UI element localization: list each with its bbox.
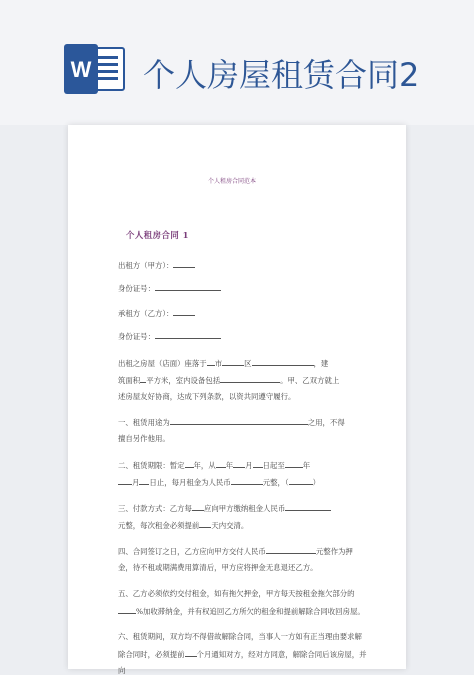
blank [220,375,280,383]
blank [192,503,204,511]
text: 区 [244,359,252,368]
clause-1-line1 [118,417,345,427]
text: 元整，（ [262,478,289,487]
blank [155,283,221,291]
text: 天内交清。 [211,521,249,530]
blank [185,649,197,657]
clause-1-line2: 擅自另作他用。 [118,434,170,443]
clause-5-line2 [118,606,365,616]
text: ） [312,478,320,487]
blank [233,460,245,468]
clause-6-line3 [118,666,125,675]
lessor-field [118,260,195,270]
blank [139,477,149,485]
text: 年 [302,461,311,470]
text: 日止，每月租金为人民币 [149,478,231,487]
text: 年 [225,461,234,470]
text: 应向甲方缴纳租金人民币 [203,504,286,513]
word-icon [64,44,128,94]
blank [222,358,244,366]
clause-6-line1: 六、租赁期间，双方均不得借故解除合同，当事人一方如有正当理由要求解 [118,632,362,641]
clause-5-line1: 五、乙方必须依约交付租金，如有拖欠押金，甲方每天按租金拖欠部分的 [118,589,355,598]
blank [216,460,226,468]
text: 四、合同签订之日，乙方应向甲方交付人民币 [118,547,266,556]
text: 三、付款方式：乙方每 [118,504,192,513]
blank [231,477,263,485]
text: 年，从 [193,461,216,470]
lessee-id-label: 身份证号： [118,332,155,341]
contract-title: 个人租房合同 1 [126,230,189,240]
page-title: 个人房屋租赁合同2 [143,56,420,94]
text: 出租之房屋（店面）座落于 [118,359,207,368]
text: 元整，每次租金必须提前 [118,521,200,530]
text: 二、租赁期限：暂定 [118,461,185,470]
clause-3-line1 [118,503,331,513]
text: ，建 [313,359,329,368]
blank [199,520,211,528]
blank [173,260,195,268]
text: %加收滞纳金，并有权追回乙方所欠的租金和提前解除合同收回房屋。 [136,607,365,616]
paragraph-premises-line1 [118,358,328,368]
page-header [0,0,474,125]
blank [285,460,303,468]
word-logo-letter: W [70,57,92,82]
blank [170,417,308,425]
lessor-label: 出租方（甲方）： [118,261,174,270]
text: 月 [132,478,140,487]
blank [207,358,215,366]
clause-2-line1 [118,460,310,470]
lessee-id-field [118,331,221,341]
blank [289,477,313,485]
paragraph-premises-line3: 述房屋友好协商，达成下列条款，以资共同遵守履行。 [118,392,296,401]
text: 除合同时，必须提前 [118,650,185,659]
lessor-id-label: 身份证号： [118,284,155,293]
clause-3-line2 [118,520,248,530]
text: 个月通知对方，经对方同意，解除合同后该房屋，并 [196,650,367,659]
text: 月 [245,461,253,470]
lessee-field [118,308,195,318]
paragraph-premises-line2 [118,375,339,385]
document-page [68,125,406,675]
text: 筑面积 [118,376,141,385]
blank [118,606,136,614]
text: 一、租赁用途为 [118,418,170,427]
text: 元整作为押 [315,547,353,556]
blank [266,546,316,554]
lessor-id-field [118,283,221,293]
blank [253,460,263,468]
text: 向 [118,666,126,675]
lessee-label: 承租方（乙方）： [118,309,174,318]
blank [118,477,132,485]
clause-2-line2 [118,477,320,487]
blank [185,460,194,468]
blank [155,331,221,339]
text: 市 [214,359,223,368]
clause-4-line2: 金，待不租或期满费用算清后，甲方应将押金无息退还乙方。 [118,563,318,572]
text: 。甲、乙双方就上 [280,376,340,385]
text: 日起至 [262,461,285,470]
document-small-title: 个人租房合同范本 [208,178,257,185]
clause-6-line2 [118,649,367,659]
blank [173,308,195,316]
clause-4-line1 [118,546,353,556]
blank [252,358,314,366]
blank [285,503,331,511]
text: 之用，不得 [307,418,345,427]
text: 平方米，室内设备包括 [146,376,221,385]
